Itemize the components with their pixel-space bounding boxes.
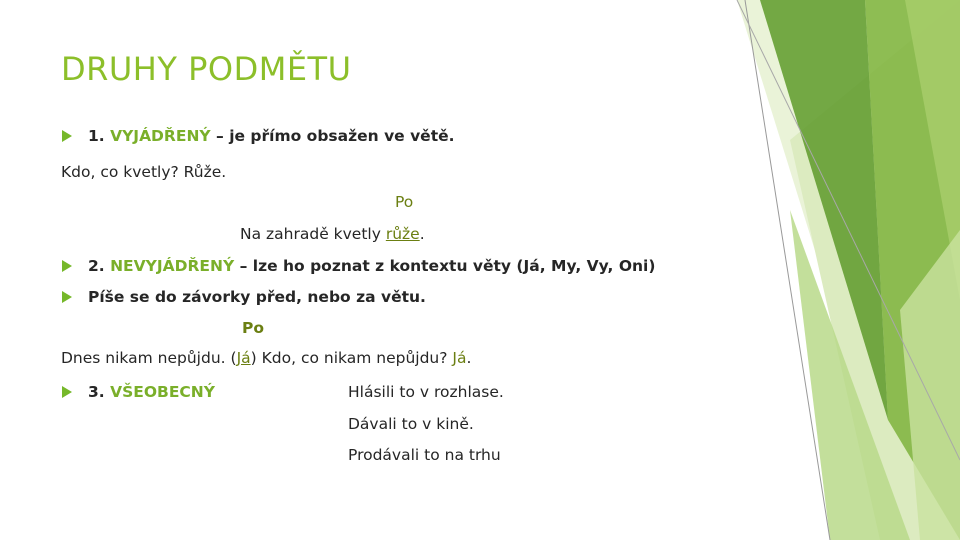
term-vyjadreny: VYJÁDŘENÝ [110, 127, 211, 145]
example-trh: Prodávali to na trhu [348, 446, 501, 464]
sentence-text: Na zahradě kvetly [240, 225, 386, 243]
bullet-marker [62, 260, 72, 272]
subject-mark: Po [242, 319, 265, 337]
sentence-question: ) Kdo, co nikam nepůjdu? [250, 349, 453, 367]
bullet-vseobecny [88, 382, 215, 402]
slide-title: DRUHY PODMĚTU [61, 50, 352, 88]
subject-mark: Po [395, 193, 414, 211]
bullet-definition: – je přímo obsažen ve větě. [210, 127, 455, 145]
example-question: Kdo, co kvetly? Růže. [61, 163, 227, 181]
sentence-subject: růže [385, 225, 420, 243]
sentence-text: Dnes nikam nepůjdu. ( [61, 349, 237, 367]
bullet-definition: – lze ho poznat z kontextu věty (Já, My, Vy, Oni) [234, 257, 656, 275]
bullet-nevyjadreny [88, 256, 655, 276]
bullet-marker [62, 291, 72, 303]
sentence-answer: Já [452, 349, 467, 367]
sentence-end: . [466, 349, 472, 367]
bullet-number: 1. [88, 127, 111, 145]
bullet-zavorka: Píše se do závorky před, nebo za větu. [88, 288, 426, 306]
sentence-end: . [419, 225, 425, 243]
term-nevyjadreny: NEVYJÁDŘENÝ [110, 257, 235, 275]
example-kino: Dávali to v kině. [348, 415, 474, 433]
bullet-marker [62, 130, 72, 142]
sentence-subject: Já [236, 349, 251, 367]
example-rozhlas: Hlásili to v rozhlase. [348, 383, 504, 401]
bullet-number: 3. [88, 383, 111, 401]
bullet-vyjadreny [88, 126, 455, 146]
bullet-marker [62, 386, 72, 398]
example-sentence [240, 224, 425, 244]
term-vseobecny: VŠEOBECNÝ [110, 383, 215, 401]
bullet-number: 2. [88, 257, 111, 275]
example-sentence-2 [61, 348, 471, 368]
